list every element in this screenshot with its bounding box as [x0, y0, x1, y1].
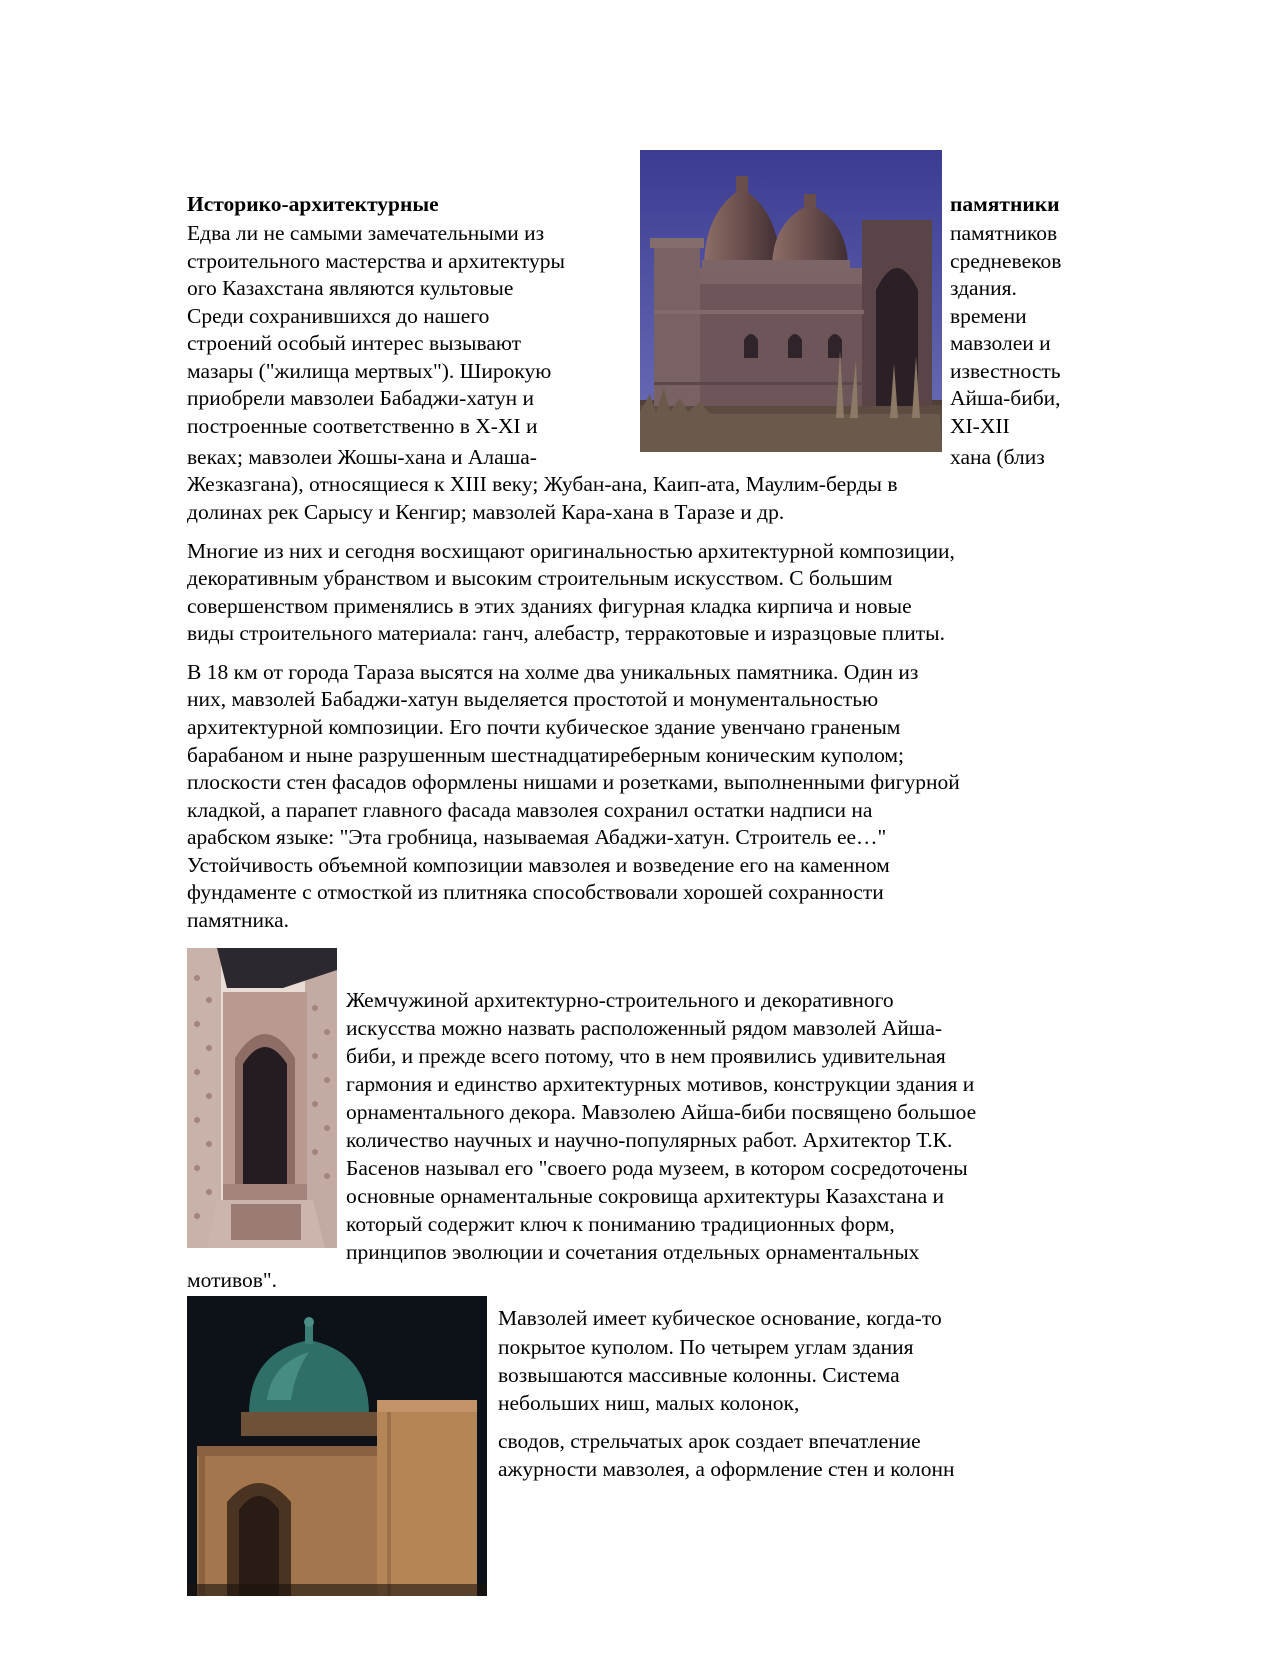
aisha-bibi-model-photo: [187, 1296, 487, 1596]
intro-line-right: мавзолеи и: [950, 331, 1051, 355]
intro-line: строений особый интерес вызывают: [187, 331, 522, 355]
paragraph-line: Многие из них и сегодня восхищают оригинальностью архитектурной композиции,: [187, 539, 955, 563]
paragraph-line: виды строительного материала: ганч, алебастр, терракотовые и изразцовые плиты.: [187, 621, 945, 645]
intro-line: Среди сохранившихся до нашего: [187, 304, 490, 328]
intro-line: веках; мавзолеи Жошы-хана и Алаша-: [187, 445, 537, 469]
intro-line-right: здания.: [950, 276, 1017, 300]
paragraph-line: сводов, стрельчатых арок создает впечатление: [498, 1429, 921, 1453]
paragraph-line: покрытое куполом. По четырем углам здания: [498, 1335, 914, 1359]
intro-line: приобрели мавзолеи Бабаджи-хатун и: [187, 386, 535, 410]
paragraph-line: орнаментального декора. Мавзолею Айша-биби посвящено большое: [346, 1100, 977, 1124]
paragraph-line: небольших ниш, малых колонок,: [498, 1391, 800, 1415]
mausoleum-photo: [640, 150, 942, 452]
paragraph-line: них, мавзолей Бабаджи-хатун выделяется простотой и монументальностью: [187, 687, 879, 711]
intro-line-right: XI-XII: [950, 414, 1010, 438]
paragraph-line: фундаменте с отмосткой из плитняка способствовали хорошей сохранности: [187, 880, 884, 904]
paragraph-line: Устойчивость объемной композиции мавзолея и возведение его на каменном: [187, 853, 890, 877]
paragraph-line: количество научных и научно-популярных работ. Архитектор Т.К.: [346, 1128, 953, 1152]
paragraph-line: архитектурной композиции. Его почти кубическое здание увенчано граненым: [187, 715, 901, 739]
paragraph-line: В 18 км от города Тараза высятся на холме два уникальных памятника. Один из: [187, 660, 919, 684]
paragraph-line: гармония и единство архитектурных мотивов, конструкции здания и: [346, 1072, 975, 1096]
intro-line-right: хана (близ: [950, 445, 1045, 469]
paragraph-line: принципов эволюции и сочетания отдельных орнаментальных: [346, 1240, 920, 1264]
paragraph-line: совершенством применялись в этих зданиях фигурная кладка кирпича и новые: [187, 594, 912, 618]
paragraph-line: который содержит ключ к пониманию традиционных форм,: [346, 1212, 895, 1236]
intro-line: мазары ("жилища мертвых"). Широкую: [187, 359, 552, 383]
intro-line-right: памятников: [950, 221, 1058, 245]
paragraph-line: памятника.: [187, 908, 289, 932]
page-heading-left: Историко-архитектурные: [187, 192, 439, 216]
paragraph-line: Басенов называл его "своего рода музеем, в котором сосредоточены: [346, 1156, 968, 1180]
intro-line-right: Айша-биби,: [950, 386, 1061, 410]
intro-line: долинах рек Сарысу и Кенгир; мавзолей Кара-хана в Таразе и др.: [187, 500, 785, 524]
paragraph-line: Жемчужиной архитектурно-строительного и декоративного: [346, 988, 894, 1012]
paragraph-line: ажурности мавзолея, а оформление стен и колонн: [498, 1457, 955, 1481]
paragraph-line: кладкой, а парапет главного фасада мавзолея сохранил остатки надписи на: [187, 798, 873, 822]
intro-line: построенные соответственно в X-XI и: [187, 414, 538, 438]
intro-line-right: средневеков: [950, 249, 1062, 273]
paragraph-line: мотивов".: [187, 1268, 278, 1292]
intro-line: строительного мастерства и архитектуры: [187, 249, 565, 273]
intro-line-right: времени: [950, 304, 1027, 328]
paragraph-line: плоскости стен фасадов оформлены нишами и розетками, выполненными фигурной: [187, 770, 960, 794]
paragraph-line: декоративным убранством и высоким строительным искусством. С большим: [187, 566, 893, 590]
paragraph-line: барабаном и ныне разрушенным шестнадцатиреберным коническим куполом;: [187, 743, 904, 767]
intro-line-right: известность: [950, 359, 1061, 383]
paragraph-line: искусства можно назвать расположенный рядом мавзолей Айша-: [346, 1016, 943, 1040]
interior-niche-photo: [187, 948, 337, 1248]
paragraph-line: основные орнаментальные сокровища архитектуры Казахстана и: [346, 1184, 944, 1208]
page-heading-right: памятники: [950, 192, 1060, 216]
paragraph-line: арабском языке: "Эта гробница, называемая Абаджи-хатун. Строитель ее…": [187, 825, 887, 849]
paragraph-line: биби, и прежде всего потому, что в нем проявились удивительная: [346, 1044, 946, 1068]
intro-line: Едва ли не самыми замечательными из: [187, 221, 545, 245]
paragraph-line: Мавзолей имеет кубическое основание, когда-то: [498, 1306, 942, 1330]
intro-line: Жезказгана), относящиеся к XIII веку; Жубан-ана, Каип-ата, Маулим-берды в: [187, 472, 898, 496]
intro-line: ого Казахстана являются культовые: [187, 276, 514, 300]
paragraph-line: возвышаются массивные колонны. Система: [498, 1363, 900, 1387]
